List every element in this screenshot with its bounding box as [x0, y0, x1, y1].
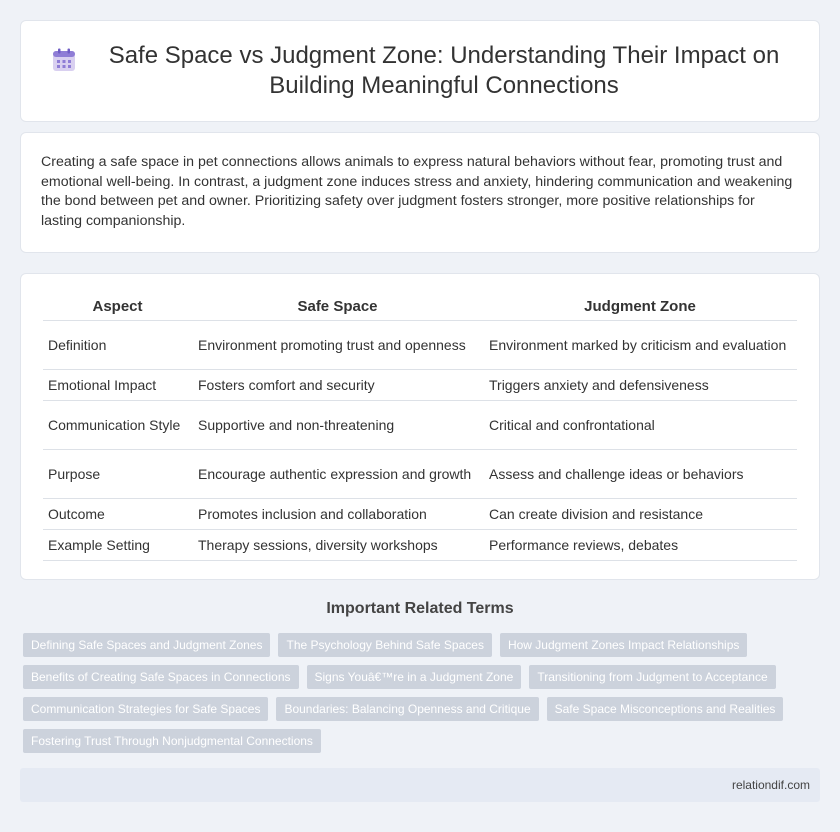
page-title: Safe Space vs Judgment Zone: Understanding Their Impact on Building Meaningful Connections	[108, 42, 780, 99]
comparison-table	[43, 294, 797, 561]
table-cell: Assess and challenge ideas or behaviors	[483, 449, 797, 498]
table-cell: Environment marked by criticism and evaluation	[483, 320, 797, 369]
intro-card	[20, 132, 820, 253]
related-term-tag[interactable]: Fostering Trust Through Nonjudgmental Connections	[23, 729, 321, 753]
related-term-tag[interactable]: Safe Space Misconceptions and Realities	[547, 697, 784, 721]
table-cell: Fosters comfort and security	[192, 369, 483, 400]
table-row	[43, 369, 797, 400]
table-cell: Therapy sessions, diversity workshops	[192, 529, 483, 560]
related-term-tag[interactable]: Transitioning from Judgment to Acceptance	[529, 665, 775, 689]
table-cell: Definition	[43, 320, 192, 369]
tag-row	[23, 697, 823, 721]
related-term-tag[interactable]: Benefits of Creating Safe Spaces in Connections	[23, 665, 299, 689]
tag-row	[23, 665, 823, 689]
table-cell: Emotional Impact	[43, 369, 192, 400]
related-term-tag[interactable]: The Psychology Behind Safe Spaces	[278, 633, 491, 657]
header-inner	[51, 41, 789, 101]
table-header-row	[43, 294, 797, 320]
table-cell: Promotes inclusion and collaboration	[192, 498, 483, 529]
footer-bar	[20, 768, 820, 802]
related-term-tag[interactable]: Communication Strategies for Safe Spaces	[23, 697, 268, 721]
table-cell: Performance reviews, debates	[483, 529, 797, 560]
related-terms-title: Important Related Terms	[326, 600, 514, 617]
tag-row	[23, 729, 823, 753]
table-cell: Environment promoting trust and openness	[192, 320, 483, 369]
intro-paragraph: Creating a safe space in pet connections allows animals to express natural behaviors without fear, promoting trust and emotional well-being. In contrast, a judgment zone induces stress and anxiety, hindering communication and weakening the bond between pet and owner. Prioritizing safety over judgment fosters stronger, more positive relationships for lasting companionship.	[41, 154, 793, 229]
table-cell: Communication Style	[43, 400, 192, 449]
column-header-safe-space: Safe Space	[192, 294, 483, 320]
table-cell: Triggers anxiety and defensiveness	[483, 369, 797, 400]
header-card	[20, 20, 820, 122]
table-cell: Purpose	[43, 449, 192, 498]
table-cell: Outcome	[43, 498, 192, 529]
tag-row	[23, 633, 823, 657]
related-term-tag[interactable]: How Judgment Zones Impact Relationships	[500, 633, 747, 657]
table-cell: Can create division and resistance	[483, 498, 797, 529]
table-cell: Supportive and non-threatening	[192, 400, 483, 449]
related-term-tag[interactable]: Boundaries: Balancing Openness and Critique	[276, 697, 538, 721]
table-row	[43, 529, 797, 560]
related-terms-list	[23, 633, 823, 761]
footer-site-name[interactable]: relationdif.com	[731, 778, 810, 792]
column-header-judgment-zone: Judgment Zone	[483, 294, 797, 320]
table-row	[43, 449, 797, 498]
table-row	[43, 498, 797, 529]
table-row	[43, 400, 797, 449]
table-row	[43, 320, 797, 369]
related-term-tag[interactable]: Signs Youâ€™re in a Judgment Zone	[307, 665, 522, 689]
column-header-aspect: Aspect	[43, 294, 192, 320]
calendar-icon	[51, 47, 77, 73]
table-cell: Encourage authentic expression and growth	[192, 449, 483, 498]
related-term-tag[interactable]: Defining Safe Spaces and Judgment Zones	[23, 633, 270, 657]
comparison-table-card	[20, 273, 820, 580]
table-cell: Critical and confrontational	[483, 400, 797, 449]
table-cell: Example Setting	[43, 529, 192, 560]
